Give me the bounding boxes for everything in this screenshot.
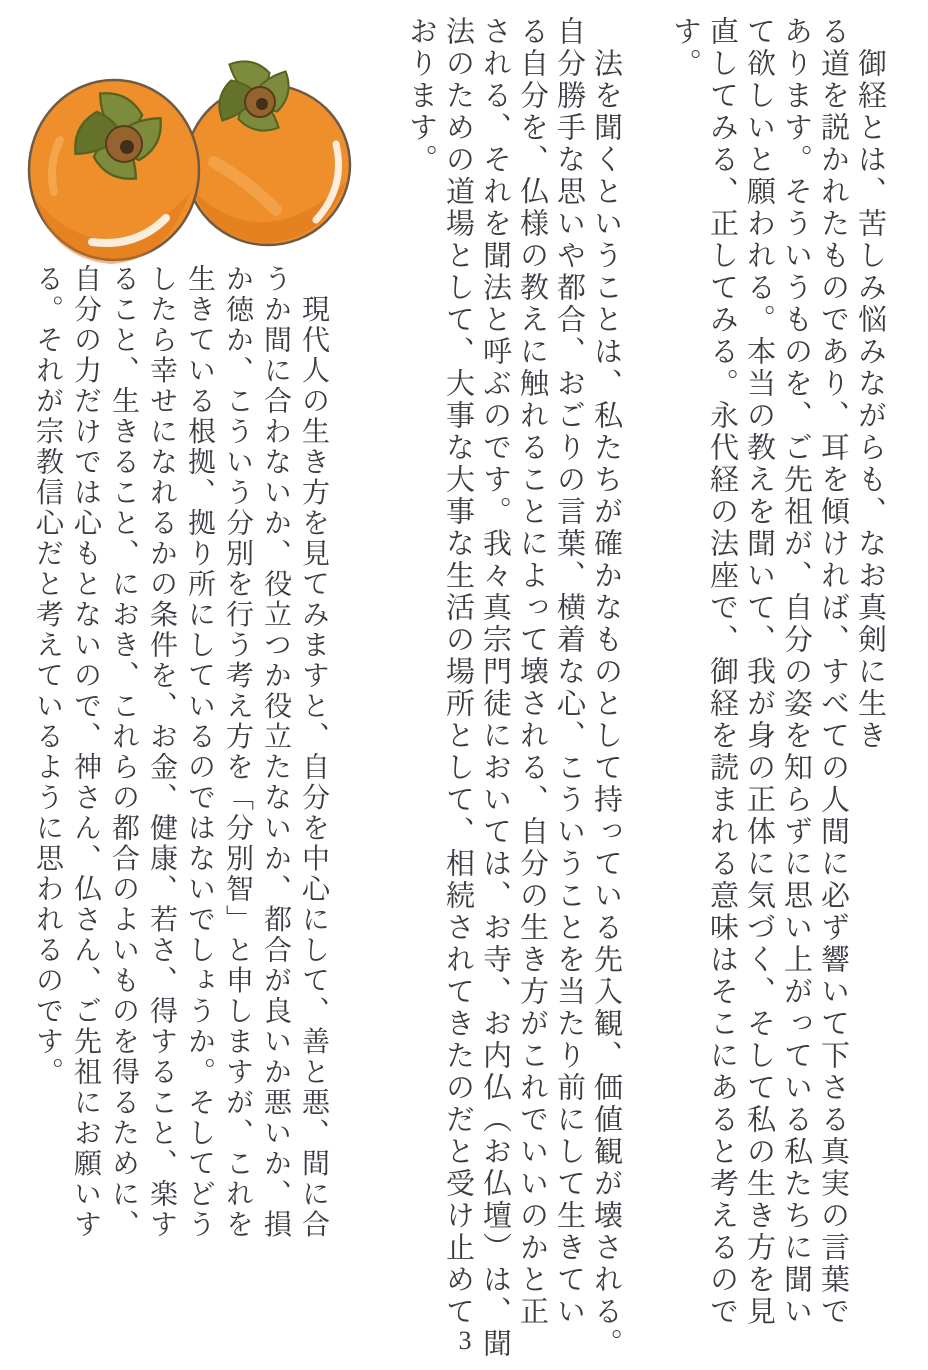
left-persimmon [29, 80, 199, 264]
text-column: る道を説かれたものであり、耳を傾ければ、すべての人間に必ず響いて下さる真実の言葉で [817, 16, 849, 1328]
text-column: す。 [669, 16, 701, 80]
article-main-block [402, 16, 888, 1364]
text-column: あります。そういうものを、ご先祖が、自分の姿を知らずに思い上がっている私たちに聞い [780, 16, 812, 1328]
text-column: 法を聞くということは、私たちが確かなものとして持っている先入観、価値観が壊される。 [590, 16, 622, 1360]
text-column: される、それを聞法と呼ぶのです。我々真宗門徒においては、お寺、お内仏（お仏壇）は、聞 [479, 16, 511, 1360]
paragraph-2 [402, 16, 624, 1364]
text-column: ること、生きること、におき、これらの都合のよいものを得るために、 [108, 264, 139, 1240]
text-column: て欲しいと願われる。本当の教えを聞いて、我が身の正体に気づく、そして私の生き方を見 [743, 16, 775, 1328]
stem-center [256, 98, 268, 110]
text-column: 法のための道場として、大事な大事な生活の場所として、相続されてきたのだと受け止めて [442, 16, 474, 1328]
paragraph-3 [28, 264, 332, 1244]
paragraph-1 [666, 16, 888, 1364]
text-column: 御経とは、苦しみ悩みながらも、なお真剣に生き [854, 16, 886, 752]
article-left-block [28, 264, 332, 1244]
text-column: おります。 [405, 16, 437, 176]
text-column: 自分の力だけでは心もとないので、神さん、仏さん、ご先祖にお願いす [70, 264, 101, 1240]
persimmon-drawing [14, 32, 366, 270]
stem-center [120, 140, 134, 154]
text-column: 生きている根拠、拠り所にしているのではないでしょうか。そしてどう [184, 264, 215, 1240]
text-column: 自分勝手な思いや都合、おごりの言葉、横着な心、こういうことを当たり前にして生きてい [553, 16, 585, 1328]
text-column: る自分を、仏様の教えに触れることによって壊される、自分の生き方がこれでいいのかと正 [516, 16, 548, 1328]
persimmon-illustration [14, 32, 366, 270]
text-column: か徳か、こういう分別を行う考え方を「分別智」と申しますが、これを [222, 264, 253, 1240]
page-number: 3 [458, 1326, 472, 1355]
text-column: 直してみる、正してみる。永代経の法座で、御経を読まれる意味はそこにあると考えるので [706, 16, 738, 1328]
text-column: したら幸せになれるかの条件を、お金、健康、若さ、得すること、楽す [146, 264, 177, 1240]
text-column: 現代人の生き方を見てみますと、自分を中心にして、善と悪、間に合 [298, 264, 329, 1240]
text-column: る。それが宗教信心だと考えているように思われるのです。 [32, 264, 63, 1088]
text-column: うか間に合わないか、役立つか役立たないか、都合が良いか悪いか、損 [260, 264, 291, 1240]
right-persimmon [186, 48, 350, 245]
